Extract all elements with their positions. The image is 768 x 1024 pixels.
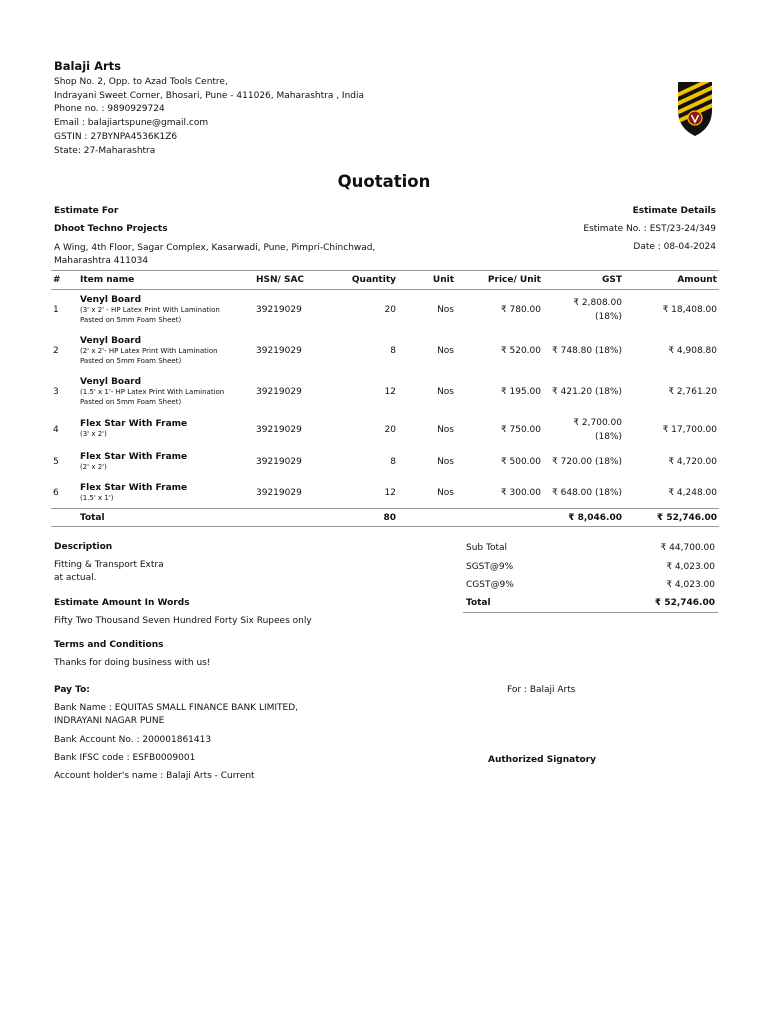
row-num: 1 [53,305,59,316]
row-price: ₹ 500.00 [500,457,541,467]
sgst-value: ₹ 4,023.00 [666,561,715,572]
header-price: Price/ Unit [464,271,543,290]
description-line1: Fitting & Transport Extra [54,560,164,570]
terms-text: Thanks for doing business with us! [54,658,211,668]
item-name: Flex Star With Frame [80,482,188,493]
description-text [54,559,164,585]
item-name: Venyl Board [80,376,142,387]
row-qty: 8 [390,346,396,356]
item-desc: (2' x 2'- HP Latex Print With Lamination [80,346,218,355]
item-desc: (3' x 2' - HP Latex Print With Lamination [80,305,220,314]
company-details [54,76,364,158]
company-name: Balaji Arts [54,59,122,73]
row-qty: 8 [390,457,396,467]
cgst-value: ₹ 4,023.00 [666,580,715,591]
authorized-signatory: Authorized Signatory [488,755,596,765]
total-qty: 80 [333,509,402,527]
total-label: Total [78,509,254,527]
bank-name-line1: Bank Name : EQUITAS SMALL FINANCE BANK LIMITED, [54,703,299,713]
table-row [51,413,719,447]
row-unit: Nos [437,387,454,397]
row-hsn: 39219029 [256,487,302,498]
row-gst: ₹ 421.20 (18%) [552,387,622,397]
item-desc: (2' x 2') [80,462,107,471]
row-num: 2 [53,346,59,356]
bank-name [54,702,298,728]
summary-total-value: ₹ 52,746.00 [654,598,715,609]
amount-words-text: Fifty Two Thousand Seven Hundred Forty Six Rupees only [54,616,312,626]
row-item [78,413,254,447]
header-gst: GST [543,271,624,290]
total-amount: ₹ 52,746.00 [624,509,719,527]
row-amount: ₹ 4,248.00 [668,487,717,498]
row-item [78,478,254,509]
bank-name-line2: INDRAYANI NAGAR PUNE [54,716,165,726]
header-num: # [51,271,78,290]
item-desc: (3' x 2') [80,430,107,439]
row-amount: ₹ 17,700.00 [662,424,717,435]
table-header-row [51,271,719,290]
description-line2: at actual. [54,573,97,583]
item-desc: Pasted on 5mm Foam Sheet) [80,398,182,406]
table-row [51,331,719,372]
gst-amount: ₹ 2,700.00 [573,417,622,428]
item-desc: Pasted on 5mm Foam Sheet) [80,357,182,365]
company-address-line1: Shop No. 2, Opp. to Azad Tools Centre, [54,77,228,87]
for-company: For : Balaji Arts [507,685,576,695]
item-name: Flex Star With Frame [80,419,188,430]
item-desc: (1.5' x 1'- HP Latex Print With Lamination [80,387,225,396]
company-phone: Phone no. : 9890929724 [54,104,165,115]
bank-account-no: Bank Account No. : 200001861413 [54,735,212,745]
estimate-date: Date : 08-04-2024 [633,242,716,252]
row-hsn: 39219029 [256,457,302,467]
amount-words-label: Estimate Amount In Words [54,598,190,608]
table-row [51,447,719,478]
company-state: State: 27-Maharashtra [54,145,156,156]
sgst-row [463,558,718,577]
header-item-name: Item name [78,271,254,290]
row-qty: 12 [384,487,396,498]
table-row [51,478,719,509]
company-gstin: GSTIN : 27BYNPA4536K1Z6 [54,131,178,142]
cgst-row [463,576,718,595]
estimate-for-label: Estimate For [54,206,119,216]
header-hsn: HSN/ SAC [254,271,333,290]
row-item [78,447,254,478]
sgst-label: SGST@9% [466,561,514,572]
client-address-line1: A Wing, 4th Floor, Sagar Complex, Kasarwadi, Pune, Pimpri-Chinchwad, [54,243,376,253]
row-gst [543,413,624,447]
summary-total-label: Total [466,598,491,609]
estimate-number: Estimate No. : EST/23-24/349 [583,224,716,234]
row-hsn: 39219029 [256,305,302,316]
client-address-line2: Maharashtra 411034 [54,256,149,266]
subtotal-value: ₹ 44,700.00 [660,543,715,554]
client-name: Dhoot Techno Projects [54,224,168,234]
item-desc: Pasted on 5mm Foam Sheet) [80,316,182,325]
row-item [78,290,254,331]
row-gst: ₹ 720.00 (18%) [552,457,622,467]
company-logo-icon [676,80,714,138]
pay-to-label: Pay To: [54,685,90,695]
row-hsn: 39219029 [256,346,302,356]
row-gst [543,290,624,331]
client-address [54,242,375,268]
row-hsn: 39219029 [256,424,302,435]
row-num: 3 [53,387,59,397]
row-gst: ₹ 748.80 (18%) [552,346,622,356]
item-name: Flex Star With Frame [80,451,188,462]
row-amount: ₹ 2,761.20 [668,387,717,397]
summary-box [463,539,718,613]
estimate-details-label: Estimate Details [632,206,716,216]
description-label: Description [54,542,113,552]
table-row [51,372,719,413]
item-name: Venyl Board [80,335,142,346]
bank-ifsc: Bank IFSC code : ESFB0009001 [54,753,196,763]
row-unit: Nos [437,424,454,435]
table-total-row [51,509,719,527]
row-num: 5 [53,457,59,467]
table-row [51,290,719,331]
gst-rate: (18%) [594,312,622,323]
gst-rate: (18%) [594,431,622,442]
company-email: Email : balajiartspune@gmail.com [54,118,209,129]
row-price: ₹ 195.00 [500,387,541,397]
row-price: ₹ 750.00 [500,424,541,435]
row-amount: ₹ 4,908.80 [668,346,717,356]
terms-label: Terms and Conditions [54,640,164,650]
row-unit: Nos [437,457,454,467]
row-qty: 20 [384,305,396,316]
row-amount: ₹ 18,408.00 [662,305,717,316]
row-unit: Nos [437,346,454,356]
row-unit: Nos [437,487,454,498]
row-amount: ₹ 4,720.00 [668,457,717,467]
row-num: 6 [53,487,59,498]
item-desc: (1.5' x 1') [80,493,114,502]
account-holder: Account holder's name : Balaji Arts - Current [54,771,255,781]
row-item [78,372,254,413]
subtotal-row [463,539,718,558]
header-unit: Unit [402,271,464,290]
row-qty: 12 [384,387,396,397]
row-qty: 20 [384,424,396,435]
gst-amount: ₹ 2,808.00 [573,298,622,309]
row-price: ₹ 300.00 [500,487,541,498]
item-name: Venyl Board [80,294,142,305]
items-table [51,270,719,527]
subtotal-label: Sub Total [466,543,508,554]
row-item [78,331,254,372]
row-price: ₹ 780.00 [500,305,541,316]
row-unit: Nos [437,305,454,316]
row-gst: ₹ 648.00 (18%) [552,487,622,498]
cgst-label: CGST@9% [466,580,514,591]
company-address-line2: Indrayani Sweet Corner, Bhosari, Pune - 411026, Maharashtra , India [54,90,365,101]
header-amount: Amount [624,271,719,290]
row-price: ₹ 520.00 [500,346,541,356]
document-title: Quotation [337,172,431,191]
total-gst: ₹ 8,046.00 [543,509,624,527]
row-num: 4 [53,424,59,435]
header-quantity: Quantity [333,271,402,290]
row-hsn: 39219029 [256,387,302,397]
summary-total-row [463,595,718,614]
